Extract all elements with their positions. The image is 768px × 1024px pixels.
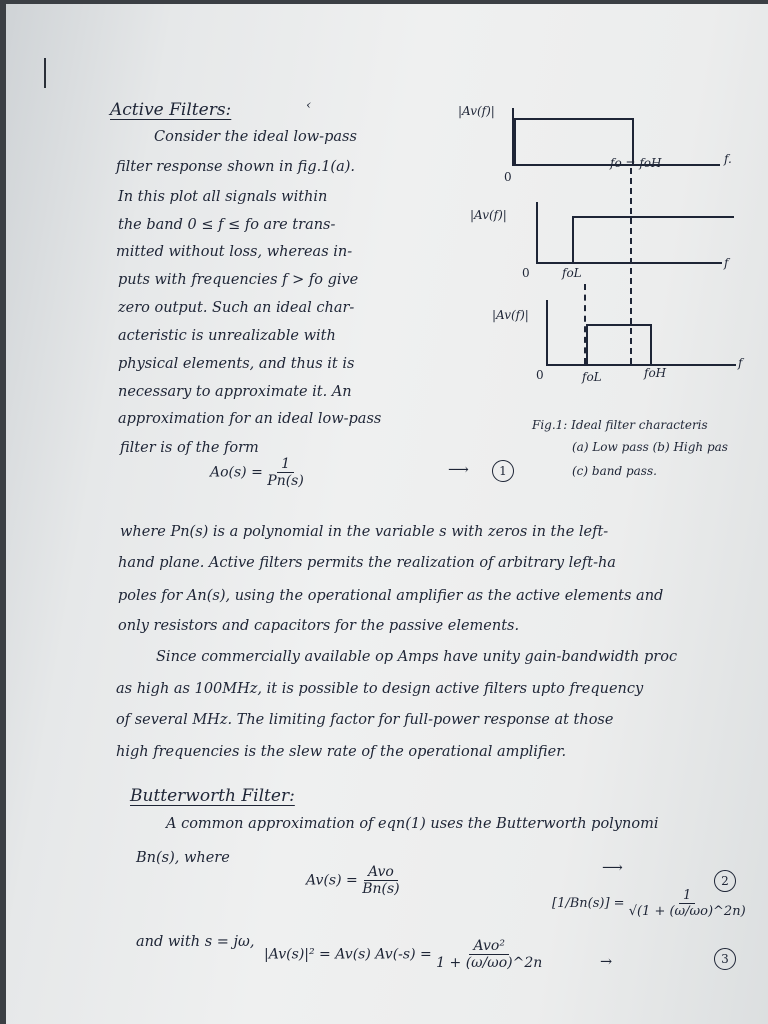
upper-cutoff-label: foH [644,366,667,380]
caption-line: (c) band pass. [572,464,657,478]
x-axis-label: f [738,356,743,370]
eq1-lhs: Ao(s) = [210,464,268,481]
eq3-lhs: |Av(s)|² = Av(s) Av(-s) = [264,946,437,963]
eq2-lhs: Av(s) = [306,872,363,889]
text-line: filter is of the form [120,440,259,456]
equation-2 [306,864,400,897]
passband-box [572,216,734,264]
y-axis [536,202,538,264]
text-line: Since commercially available op Amps have unity gain-bandwidth proc [156,649,678,665]
text-line: poles for An(s), using the operational amplifier as the active elements and [118,588,664,604]
text-line: of several MHz. The limiting factor for full-power response at those [116,712,614,728]
caption-line: Fig.1: Ideal filter characteris [532,418,708,432]
eq1-numerator: 1 [277,456,294,473]
stray-mark: ‹ [306,98,312,113]
eq2-denominator: Bn(s) [362,881,400,897]
x-axis-label: f. [724,152,732,166]
text-line: In this plot all signals within [118,189,328,205]
y-axis-label: |Av(f)| [458,104,495,118]
text-line: Bn(s), where [136,850,230,866]
y-axis [546,300,548,366]
equation-magnitude [552,888,746,919]
origin-label: 0 [522,266,530,280]
arrow-to-eq-number: → [600,954,613,970]
text-line: acteristic is unrealizable with [118,328,336,344]
cutoff-label: fo = foH [610,156,662,170]
text-line: puts with frequencies f > fo give [118,272,359,288]
binding-mark [44,58,46,88]
eq2-fraction [362,864,399,897]
text-line: where Pn(s) is a polynomial in the variable s with zeros in the left- [120,524,609,540]
origin-label: 0 [536,368,544,382]
eq2-numerator: Avo [364,864,398,881]
passband-box [586,324,652,366]
text-line: the band 0 ≤ f ≤ fo are trans- [118,217,336,233]
arrow-to-eq-number: ⟶ [602,860,623,876]
text-line: A common approximation of eqn(1) uses the Butterworth polynomi [166,816,659,832]
text-line: only resistors and capacitors for the passive elements. [118,618,520,634]
equation-number-1: 1 [492,460,514,482]
eq1-fraction [267,456,304,489]
eqm-numerator: 1 [679,888,695,904]
arrow-to-eq-number: ⟶ [448,462,469,478]
text-line: necessary to approximate it. An [118,384,352,400]
equation-3 [264,938,542,971]
text-line: as high as 100MHz, it is possible to design active filters upto frequency [116,681,644,697]
section-title: Active Filters: [110,100,232,120]
origin-label: 0 [504,170,512,184]
equation-1 [210,456,304,489]
equation-number-3: 3 [714,948,736,970]
eqm-fraction [629,888,746,919]
text-line: zero output. Such an ideal char- [118,300,355,316]
text-line: physical elements, and thus it is [118,356,355,372]
eq3-denominator: 1 + (ω/ωo)^2n [436,955,543,971]
eq3-numerator: Avo² [469,938,509,955]
notebook-page [6,4,768,1024]
text-line: Consider the ideal low-pass [154,129,357,145]
text-line: high frequencies is the slew rate of the operational amplifier. [116,744,567,760]
guide-line-foh [630,168,632,364]
x-axis-label: f [724,256,729,270]
text-line: hand plane. Active filters permits the realization of arbitrary left-ha [118,555,616,571]
eqm-lhs: [1/Bn(s)] = [552,896,629,911]
text-line: approximation for an ideal low-pass [118,411,382,427]
lower-cutoff-label: foL [582,370,602,384]
text-line: filter response shown in fig.1(a). [116,159,356,175]
cutoff-label: foL [562,266,582,280]
y-axis-label: |Av(f)| [492,308,529,322]
text-line: mitted without loss, whereas in- [116,244,353,260]
equation-number-2: 2 [714,870,736,892]
eq1-denominator: Pn(s) [267,473,304,489]
text-line: and with s = jω, [136,934,255,950]
section-title: Butterworth Filter: [130,786,295,806]
eqm-denominator: √(1 + (ω/ωo)^2n) [628,904,746,919]
eq3-fraction [436,938,542,971]
y-axis-label: |Av(f)| [470,208,507,222]
guide-line-fol [584,284,586,364]
caption-line: (a) Low pass (b) High pas [572,440,728,454]
